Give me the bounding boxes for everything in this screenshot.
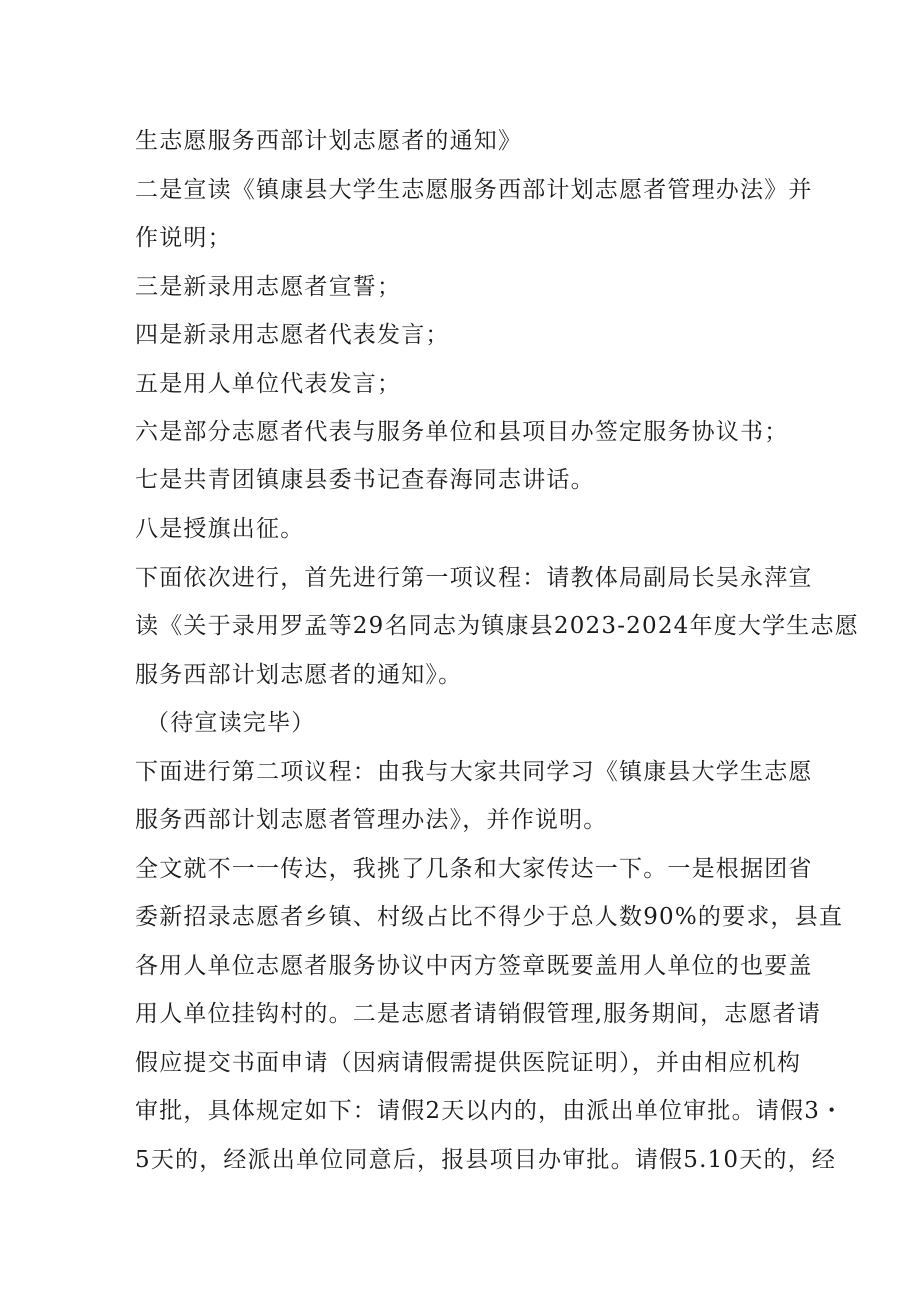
text-line: 用人单位挂钩村的。二是志愿者请销假管理,服务期间，志愿者请 bbox=[135, 1001, 822, 1027]
text-line: 服务西部计划志愿者管理办法》，并作说明。 bbox=[135, 807, 608, 833]
text-line: 读《关于录用罗孟等29名同志为镇康县2023-2024年度大学生志愿 bbox=[135, 613, 859, 639]
text-line: 委新招录志愿者乡镇、村级占比不得少于总人数90%的要求，县直 bbox=[135, 904, 844, 930]
text-line: 各用人单位志愿者服务协议中丙方签章既要盖用人单位的也要盖 bbox=[135, 953, 813, 979]
text-line: （待宣读完毕） bbox=[146, 710, 316, 736]
text-line: 四是新录用志愿者代表发言； bbox=[135, 322, 450, 348]
text-line: 八是授旗出征。 bbox=[135, 516, 305, 542]
text-line: 下面进行第二项议程：由我与大家共同学习《镇康县大学生志愿 bbox=[135, 759, 813, 785]
text-line: 全文就不一一传达，我挑了几条和大家传达一下。一是根据团省 bbox=[135, 856, 813, 882]
text-line: 六是部分志愿者代表与服务单位和县项目办签定服务协议书； bbox=[135, 419, 789, 445]
text-line: 5天的，经派出单位同意后，报县项目办审批。请假5.10天的，经 bbox=[135, 1147, 837, 1173]
text-line: 作说明； bbox=[135, 225, 232, 251]
text-line: 下面依次进行，首先进行第一项议程：请教体局副局长吴永萍宣 bbox=[135, 565, 813, 591]
text-line: 二是宣读《镇康县大学生志愿服务西部计划志愿者管理办法》并 bbox=[135, 177, 813, 203]
text-line: 假应提交书面申请（因病请假需提供医院证明），并由相应机构 bbox=[135, 1050, 802, 1076]
text-line: 五是用人单位代表发言； bbox=[135, 371, 402, 397]
text-line: 审批，具体规定如下：请假2天以内的，由派出单位审批。请假3・ bbox=[135, 1098, 845, 1124]
text-line: 生志愿服务西部计划志愿者的通知》 bbox=[135, 128, 523, 154]
text-line: 三是新录用志愿者宣誓； bbox=[135, 274, 402, 300]
text-line: 服务西部计划志愿者的通知》。 bbox=[135, 662, 463, 688]
text-line: 七是共青团镇康县委书记查春海同志讲话。 bbox=[135, 467, 595, 493]
